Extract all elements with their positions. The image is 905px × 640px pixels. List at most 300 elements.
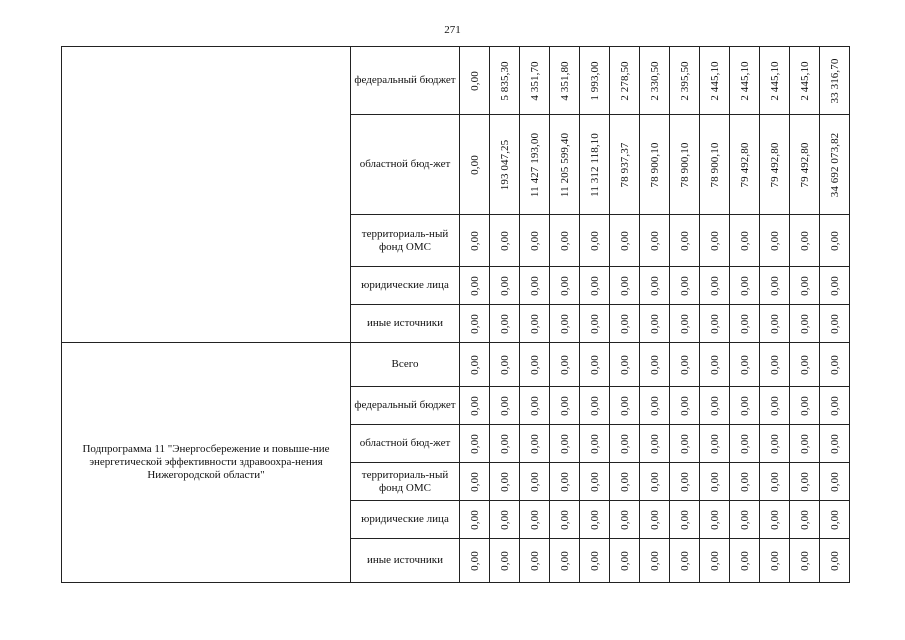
value-cell — [730, 305, 760, 343]
value-text: 0,00 — [528, 550, 541, 571]
value-cell — [520, 425, 550, 463]
value-text: 0,00 — [768, 509, 781, 530]
value-cell — [520, 387, 550, 425]
value-text: 0,00 — [738, 313, 751, 334]
value-cell — [760, 539, 790, 583]
program-name-cell — [62, 47, 351, 343]
value-text: 0,00 — [708, 509, 721, 530]
value-text: 0,00 — [648, 275, 661, 296]
value-cell — [640, 115, 670, 215]
value-text: 0,00 — [738, 433, 751, 454]
value-text: 4 351,80 — [558, 60, 571, 101]
value-cell — [550, 501, 580, 539]
value-text: 11 312 118,10 — [588, 132, 601, 197]
value-text: 0,00 — [558, 354, 571, 375]
value-text: 0,00 — [618, 230, 631, 251]
value-cell — [790, 215, 820, 267]
value-cell — [670, 47, 700, 115]
value-cell — [670, 267, 700, 305]
value-text: 0,00 — [768, 471, 781, 492]
value-cell — [760, 115, 790, 215]
value-cell — [610, 501, 640, 539]
value-cell — [730, 215, 760, 267]
value-text: 0,00 — [588, 313, 601, 334]
value-cell — [520, 539, 550, 583]
value-cell — [610, 267, 640, 305]
value-cell — [490, 387, 520, 425]
value-text: 0,00 — [618, 509, 631, 530]
value-cell — [490, 463, 520, 501]
value-text: 0,00 — [738, 509, 751, 530]
value-text: 0,00 — [798, 230, 811, 251]
value-text: 0,00 — [708, 230, 721, 251]
value-cell — [790, 387, 820, 425]
value-cell — [580, 387, 610, 425]
value-text: 79 492,80 — [768, 142, 781, 187]
funding-source-cell: федеральный бюджет — [351, 47, 460, 115]
value-text: 0,00 — [768, 395, 781, 416]
value-cell — [520, 343, 550, 387]
value-text: 0,00 — [498, 230, 511, 251]
value-cell — [580, 501, 610, 539]
value-cell — [760, 215, 790, 267]
value-text: 0,00 — [618, 550, 631, 571]
value-text: 0,00 — [798, 275, 811, 296]
value-cell — [520, 463, 550, 501]
value-cell — [820, 539, 850, 583]
value-cell — [550, 387, 580, 425]
value-cell — [490, 425, 520, 463]
value-cell — [550, 305, 580, 343]
funding-source-cell: Всего — [351, 343, 460, 387]
funding-source-cell: областной бюд-жет — [351, 425, 460, 463]
value-cell — [700, 115, 730, 215]
value-cell — [460, 115, 490, 215]
value-text: 0,00 — [498, 509, 511, 530]
value-cell — [550, 215, 580, 267]
value-cell — [580, 305, 610, 343]
value-text: 0,00 — [678, 471, 691, 492]
budget-table — [61, 46, 850, 583]
value-text: 0,00 — [738, 471, 751, 492]
funding-source-cell: юридические лица — [351, 267, 460, 305]
value-cell — [640, 47, 670, 115]
value-cell — [670, 501, 700, 539]
value-text: 0,00 — [498, 550, 511, 571]
value-text: 0,00 — [498, 433, 511, 454]
value-text: 2 445,10 — [738, 60, 751, 101]
value-cell — [790, 463, 820, 501]
value-cell — [580, 425, 610, 463]
value-cell — [610, 305, 640, 343]
value-cell — [640, 501, 670, 539]
value-cell — [520, 215, 550, 267]
value-cell — [580, 215, 610, 267]
value-text: 2 330,50 — [648, 60, 661, 101]
value-text: 2 278,50 — [618, 60, 631, 101]
value-cell — [580, 343, 610, 387]
value-cell — [760, 47, 790, 115]
value-cell — [580, 267, 610, 305]
value-text: 0,00 — [828, 471, 841, 492]
value-cell — [520, 267, 550, 305]
value-text: 2 445,10 — [708, 60, 721, 101]
value-text: 0,00 — [648, 354, 661, 375]
value-cell — [700, 387, 730, 425]
value-text: 0,00 — [468, 313, 481, 334]
value-text: 0,00 — [768, 550, 781, 571]
value-text: 0,00 — [558, 275, 571, 296]
value-cell — [610, 463, 640, 501]
value-cell — [580, 47, 610, 115]
value-text: 0,00 — [558, 509, 571, 530]
value-text: 2 395,50 — [678, 60, 691, 101]
value-text: 0,00 — [468, 433, 481, 454]
value-text: 0,00 — [588, 275, 601, 296]
value-text: 0,00 — [588, 230, 601, 251]
value-cell — [820, 343, 850, 387]
value-text: 0,00 — [498, 275, 511, 296]
value-cell — [460, 267, 490, 305]
value-cell — [640, 463, 670, 501]
value-text: 0,00 — [558, 313, 571, 334]
funding-source-cell: территориаль-ный фонд ОМС — [351, 215, 460, 267]
value-text: 0,00 — [648, 471, 661, 492]
value-cell — [460, 463, 490, 501]
value-text: 5 835,30 — [498, 60, 511, 101]
value-text: 0,00 — [558, 433, 571, 454]
value-text: 0,00 — [768, 433, 781, 454]
value-text: 78 900,10 — [648, 142, 661, 187]
value-text: 0,00 — [828, 275, 841, 296]
value-cell — [550, 343, 580, 387]
value-cell — [610, 343, 640, 387]
value-text: 0,00 — [738, 395, 751, 416]
value-cell — [460, 539, 490, 583]
value-cell — [700, 539, 730, 583]
value-text: 0,00 — [588, 433, 601, 454]
value-text: 0,00 — [678, 354, 691, 375]
value-text: 0,00 — [828, 230, 841, 251]
value-cell — [760, 425, 790, 463]
value-text: 0,00 — [828, 509, 841, 530]
value-text: 0,00 — [708, 433, 721, 454]
value-cell — [640, 425, 670, 463]
value-cell — [730, 425, 760, 463]
value-cell — [820, 305, 850, 343]
value-text: 0,00 — [798, 471, 811, 492]
value-cell — [760, 305, 790, 343]
value-cell — [790, 115, 820, 215]
value-text: 4 351,70 — [528, 60, 541, 101]
value-text: 0,00 — [498, 313, 511, 334]
value-cell — [820, 267, 850, 305]
value-cell — [640, 343, 670, 387]
value-cell — [790, 343, 820, 387]
value-text: 0,00 — [678, 275, 691, 296]
value-text: 79 492,80 — [798, 142, 811, 187]
value-text: 0,00 — [648, 395, 661, 416]
value-cell — [550, 47, 580, 115]
value-cell — [670, 539, 700, 583]
value-text: 0,00 — [558, 395, 571, 416]
value-cell — [730, 539, 760, 583]
value-cell — [460, 215, 490, 267]
value-text: 0,00 — [528, 433, 541, 454]
value-text: 0,00 — [558, 550, 571, 571]
value-cell — [760, 387, 790, 425]
value-text: 0,00 — [558, 230, 571, 251]
value-cell — [760, 463, 790, 501]
funding-source-cell: территориаль-ный фонд ОМС — [351, 463, 460, 501]
value-cell — [760, 267, 790, 305]
value-text: 1 993,00 — [588, 60, 601, 101]
value-text: 0,00 — [798, 395, 811, 416]
value-cell — [580, 115, 610, 215]
value-cell — [730, 47, 760, 115]
value-cell — [670, 115, 700, 215]
value-text: 0,00 — [798, 433, 811, 454]
value-cell — [490, 267, 520, 305]
value-cell — [730, 387, 760, 425]
value-cell — [490, 47, 520, 115]
value-cell — [610, 387, 640, 425]
value-cell — [670, 215, 700, 267]
value-cell — [730, 463, 760, 501]
value-text: 0,00 — [768, 313, 781, 334]
value-cell — [610, 115, 640, 215]
value-text: 78 937,37 — [618, 142, 631, 187]
value-text: 0,00 — [558, 471, 571, 492]
value-text: 0,00 — [828, 550, 841, 571]
funding-source-cell: юридические лица — [351, 501, 460, 539]
value-text: 0,00 — [498, 471, 511, 492]
value-text: 0,00 — [738, 275, 751, 296]
value-cell — [550, 463, 580, 501]
value-text: 0,00 — [768, 354, 781, 375]
value-cell — [790, 305, 820, 343]
value-cell — [820, 387, 850, 425]
value-text: 0,00 — [708, 550, 721, 571]
value-text: 193 047,25 — [498, 139, 511, 190]
value-text: 0,00 — [588, 509, 601, 530]
value-cell — [700, 215, 730, 267]
value-cell — [670, 387, 700, 425]
value-text: 0,00 — [828, 395, 841, 416]
value-cell — [760, 343, 790, 387]
value-cell — [550, 115, 580, 215]
value-cell — [550, 425, 580, 463]
value-text: 0,00 — [678, 313, 691, 334]
value-text: 0,00 — [468, 509, 481, 530]
value-text: 0,00 — [618, 354, 631, 375]
value-cell — [790, 425, 820, 463]
value-text: 0,00 — [588, 395, 601, 416]
value-cell — [790, 267, 820, 305]
table-row — [62, 47, 850, 115]
value-text: 34 692 073,82 — [828, 132, 841, 197]
value-text: 0,00 — [828, 354, 841, 375]
value-text: 0,00 — [618, 395, 631, 416]
value-text: 0,00 — [528, 230, 541, 251]
value-text: 0,00 — [768, 275, 781, 296]
value-cell — [730, 115, 760, 215]
table-row — [62, 343, 850, 387]
value-cell — [490, 501, 520, 539]
value-cell — [700, 463, 730, 501]
value-text: 0,00 — [468, 471, 481, 492]
value-cell — [670, 343, 700, 387]
value-cell — [820, 501, 850, 539]
value-text: 0,00 — [468, 154, 481, 175]
value-cell — [460, 501, 490, 539]
value-text: 0,00 — [648, 509, 661, 530]
value-cell — [490, 115, 520, 215]
value-text: 0,00 — [708, 471, 721, 492]
value-cell — [820, 463, 850, 501]
value-text: 2 445,10 — [768, 60, 781, 101]
value-cell — [580, 463, 610, 501]
value-text: 0,00 — [618, 433, 631, 454]
value-text: 11 427 193,00 — [528, 132, 541, 197]
value-text: 0,00 — [768, 230, 781, 251]
value-cell — [700, 267, 730, 305]
value-cell — [820, 215, 850, 267]
value-cell — [700, 343, 730, 387]
value-cell — [820, 425, 850, 463]
value-text: 78 900,10 — [678, 142, 691, 187]
value-cell — [490, 539, 520, 583]
funding-source-cell: иные источники — [351, 539, 460, 583]
value-text: 0,00 — [648, 550, 661, 571]
value-text: 11 205 599,40 — [558, 132, 571, 197]
value-text: 0,00 — [528, 354, 541, 375]
value-cell — [610, 425, 640, 463]
value-cell — [640, 267, 670, 305]
value-text: 0,00 — [528, 471, 541, 492]
value-cell — [460, 425, 490, 463]
value-text: 0,00 — [588, 550, 601, 571]
value-text: 0,00 — [678, 230, 691, 251]
value-text: 0,00 — [798, 354, 811, 375]
value-cell — [700, 47, 730, 115]
value-text: 0,00 — [828, 433, 841, 454]
value-text: 0,00 — [708, 313, 721, 334]
value-text: 0,00 — [678, 433, 691, 454]
value-cell — [640, 539, 670, 583]
value-cell — [670, 463, 700, 501]
value-cell — [670, 425, 700, 463]
value-text: 0,00 — [528, 509, 541, 530]
value-text: 0,00 — [798, 313, 811, 334]
funding-source-cell: федеральный бюджет — [351, 387, 460, 425]
value-text: 0,00 — [798, 509, 811, 530]
value-text: 0,00 — [708, 354, 721, 375]
value-cell — [730, 267, 760, 305]
value-cell — [460, 387, 490, 425]
value-cell — [550, 539, 580, 583]
value-text: 78 900,10 — [708, 142, 721, 187]
value-text: 0,00 — [618, 471, 631, 492]
value-cell — [730, 501, 760, 539]
value-text: 2 445,10 — [798, 60, 811, 101]
value-cell — [670, 305, 700, 343]
value-text: 0,00 — [498, 354, 511, 375]
value-cell — [520, 501, 550, 539]
value-cell — [700, 501, 730, 539]
value-cell — [790, 539, 820, 583]
value-cell — [820, 115, 850, 215]
value-text: 0,00 — [828, 313, 841, 334]
value-text: 0,00 — [648, 433, 661, 454]
value-cell — [640, 387, 670, 425]
value-text: 0,00 — [468, 395, 481, 416]
value-text: 0,00 — [468, 275, 481, 296]
value-cell — [700, 305, 730, 343]
value-text: 0,00 — [708, 275, 721, 296]
page-number: 271 — [444, 24, 461, 36]
value-cell — [760, 501, 790, 539]
value-text: 0,00 — [468, 70, 481, 91]
value-text: 0,00 — [618, 313, 631, 334]
value-cell — [640, 305, 670, 343]
value-text: 0,00 — [678, 550, 691, 571]
value-text: 0,00 — [738, 550, 751, 571]
value-cell — [820, 47, 850, 115]
value-text: 0,00 — [528, 275, 541, 296]
value-text: 0,00 — [588, 354, 601, 375]
value-cell — [460, 305, 490, 343]
value-cell — [460, 47, 490, 115]
value-text: 0,00 — [528, 313, 541, 334]
value-cell — [520, 115, 550, 215]
value-text: 0,00 — [678, 509, 691, 530]
value-cell — [520, 47, 550, 115]
value-cell — [610, 539, 640, 583]
value-text: 0,00 — [588, 471, 601, 492]
value-cell — [490, 343, 520, 387]
value-cell — [730, 343, 760, 387]
value-cell — [790, 501, 820, 539]
value-cell — [550, 267, 580, 305]
value-text: 0,00 — [738, 354, 751, 375]
value-text: 33 316,70 — [828, 58, 841, 103]
value-cell — [610, 47, 640, 115]
value-cell — [580, 539, 610, 583]
value-text: 0,00 — [528, 395, 541, 416]
value-cell — [460, 343, 490, 387]
value-cell — [490, 215, 520, 267]
value-text: 0,00 — [648, 313, 661, 334]
value-cell — [490, 305, 520, 343]
value-text: 0,00 — [618, 275, 631, 296]
value-text: 0,00 — [678, 395, 691, 416]
value-cell — [640, 215, 670, 267]
value-cell — [790, 47, 820, 115]
value-cell — [610, 215, 640, 267]
value-text: 79 492,80 — [738, 142, 751, 187]
value-cell — [520, 305, 550, 343]
value-text: 0,00 — [468, 550, 481, 571]
funding-source-cell: иные источники — [351, 305, 460, 343]
value-text: 0,00 — [468, 354, 481, 375]
value-text: 0,00 — [648, 230, 661, 251]
value-text: 0,00 — [738, 230, 751, 251]
value-text: 0,00 — [708, 395, 721, 416]
value-cell — [700, 425, 730, 463]
value-text: 0,00 — [468, 230, 481, 251]
value-text: 0,00 — [498, 395, 511, 416]
